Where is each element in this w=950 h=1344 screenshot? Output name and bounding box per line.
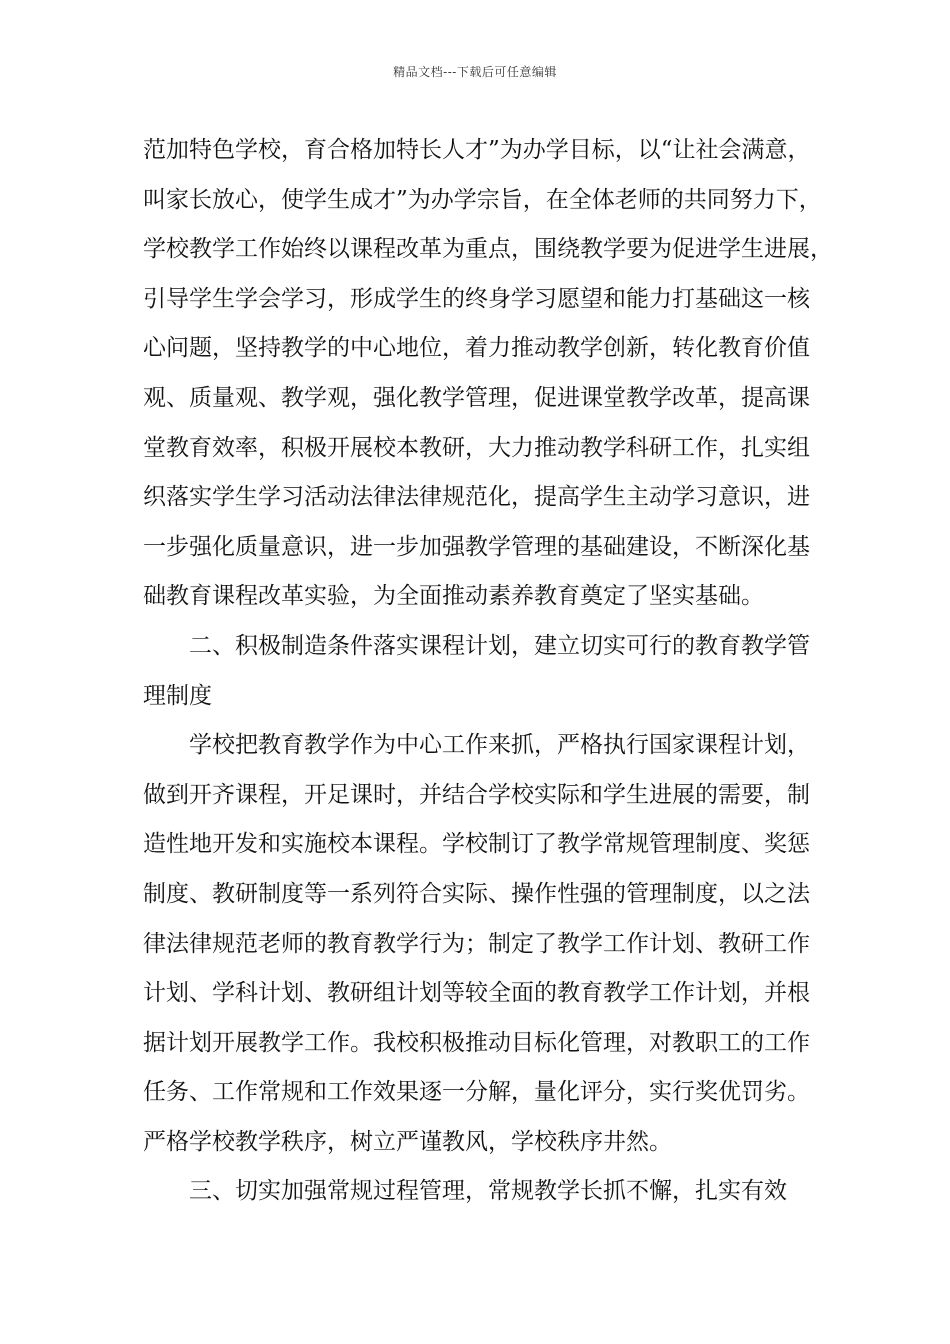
page-header: 精品文档---下载后可任意编辑 (393, 65, 557, 79)
text-line: 础教育课程改革实验，为全面推动素养教育奠定了坚实基础。 (143, 583, 764, 610)
paragraph-start: 学校把教育教学作为中心工作来抓，严格执行国家课程计划， (189, 732, 810, 759)
text-line: 一步强化质量意识，进一步加强教学管理的基础建设，不断深化基 (143, 533, 810, 560)
text-line: 做到开齐课程，开足课时，并结合学校实际和学生进展的需要，制 (143, 781, 810, 808)
text-line: 叫家长放心，使学生成才”为办学宗旨，在全体老师的共同努力下， (143, 186, 822, 213)
text-line: 观、质量观、教学观，强化教学管理，促进课堂教学改革，提高课 (143, 384, 810, 411)
section-heading-2: 二、积极制造条件落实课程计划，建立切实可行的教育教学管 (189, 632, 810, 659)
text-line: 律法律规范老师的教育教学行为；制定了教学工作计划、教研工作 (143, 930, 810, 957)
text-line: 心问题，坚持教学的中心地位，着力推动教学创新，转化教育价值 (143, 335, 810, 362)
text-line: 引导学生学会学习，形成学生的终身学习愿望和能力打基础这一核 (143, 285, 810, 312)
text-line: 学校教学工作始终以课程改革为重点，围绕教学要为促进学生进展， (143, 236, 833, 263)
text-line: 制度、教研制度等一系列符合实际、操作性强的管理制度，以之法 (143, 880, 810, 907)
text-line: 堂教育效率，积极开展校本教研，大力推动教学科研工作，扎实组 (143, 434, 810, 461)
text-line: 计划、学科计划、教研组计划等较全面的教育教学工作计划，并根 (143, 980, 810, 1007)
section-heading-3: 三、切实加强常规过程管理，常规教学长抓不懈，扎实有效 (189, 1178, 787, 1205)
text-line: 织落实学生学习活动法律法律规范化，提高学生主动学习意识，进 (143, 484, 810, 511)
text-line: 造性地开发和实施校本课程。学校制订了教学常规管理制度、奖惩 (143, 831, 810, 858)
text-line: 严格学校教学秩序，树立严谨教风，学校秩序井然。 (143, 1128, 672, 1155)
text-line: 范加特色学校，育合格加特长人才”为办学目标，以“让社会满意， (143, 137, 811, 163)
document-body (143, 126, 833, 1217)
section-heading-2-cont: 理制度 (143, 682, 212, 709)
text-line: 任务、工作常规和工作效果逐一分解，量化评分，实行奖优罚劣。 (143, 1079, 810, 1106)
text-line: 据计划开展教学工作。我校积极推动目标化管理，对教职工的工作 (143, 1029, 810, 1056)
